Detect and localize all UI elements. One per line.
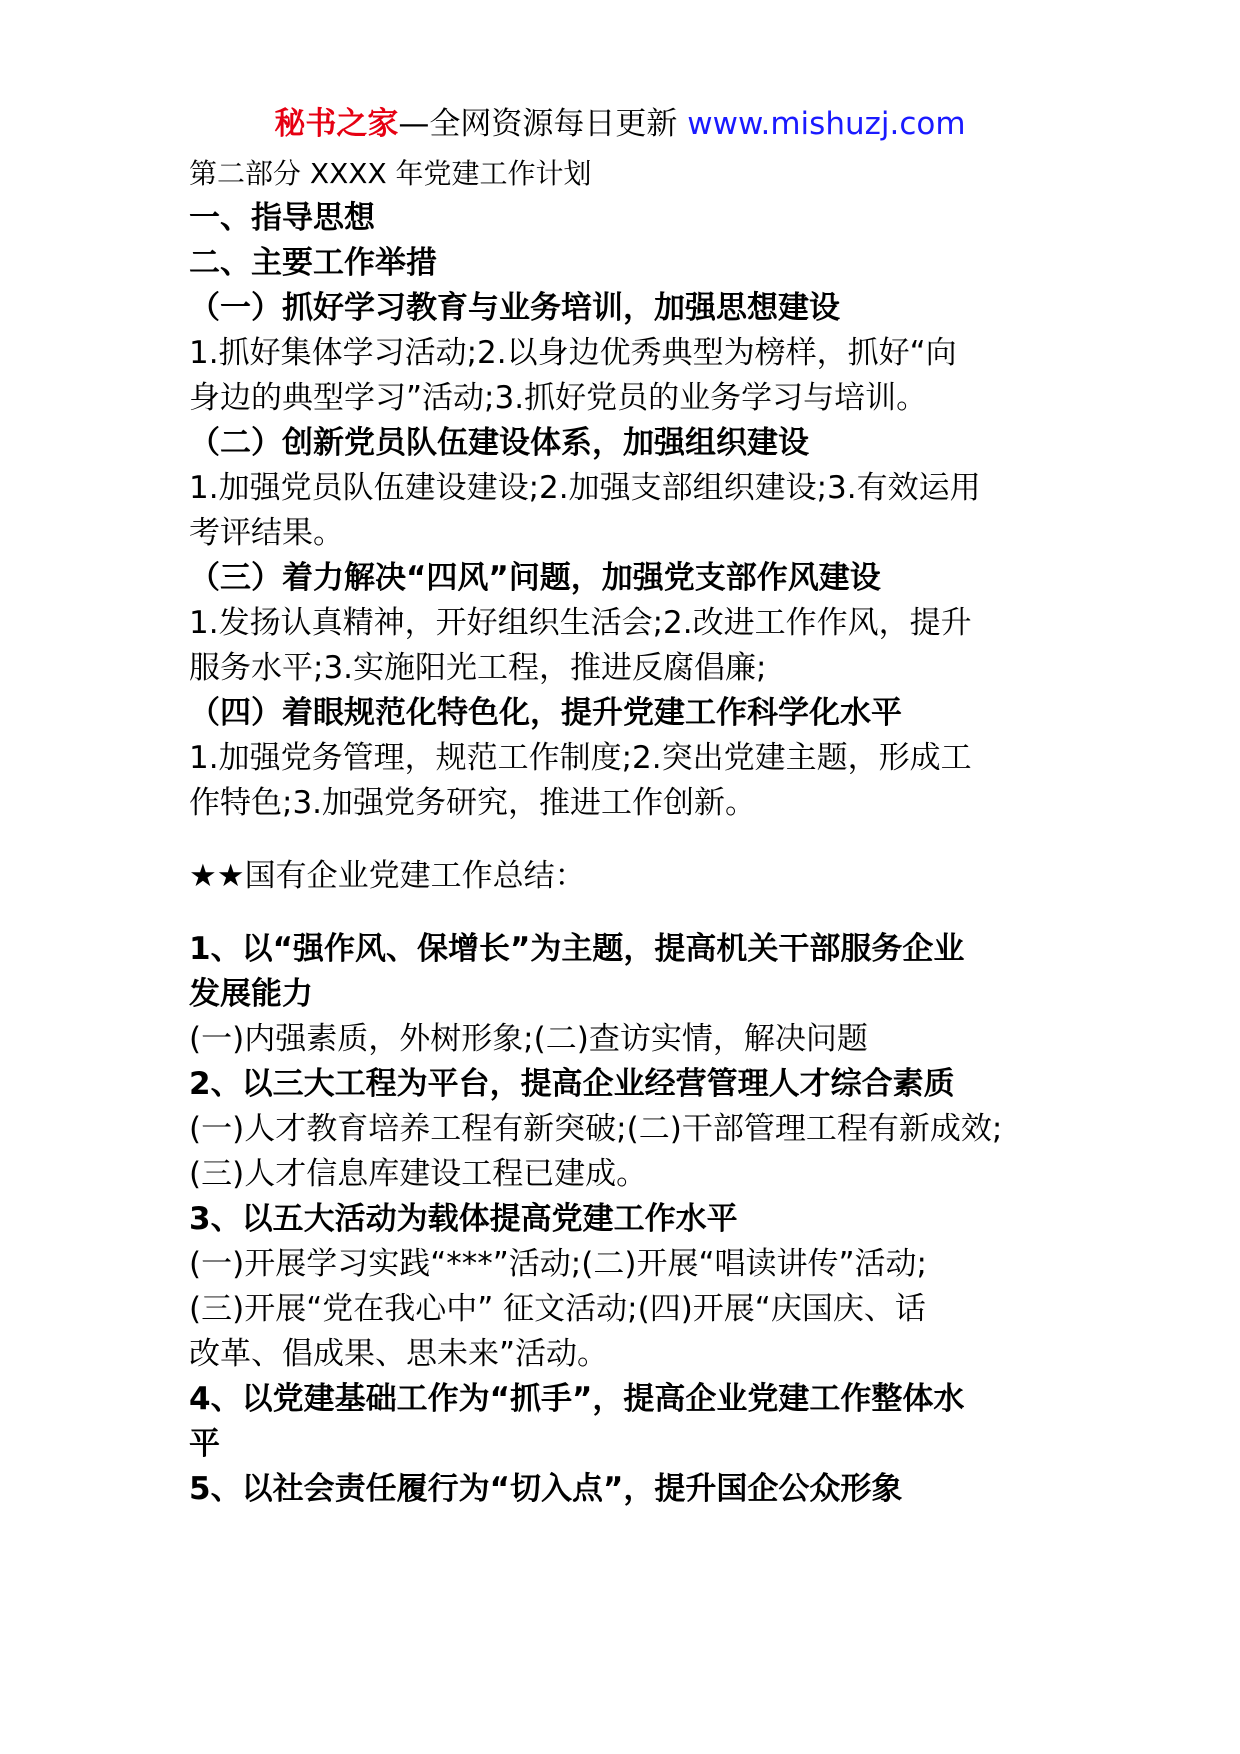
section-2-body-line: 考评结果。 [189,515,344,551]
summary-point-2-heading: 2、以三大工程为平台，提高企业经营管理人才综合素质 [189,1066,955,1102]
section-1-heading: （一）抓好学习教育与业务培训，加强思想建设 [189,290,840,326]
site-header [0,100,1240,148]
header-slogan: —全网资源每日更新 [398,106,688,142]
summary-point-3-heading: 3、以五大活动为载体提高党建工作水平 [189,1201,738,1237]
summary-point-4-heading: 平 [189,1426,220,1462]
section-2-heading: （二）创新党员队伍建设体系，加强组织建设 [189,425,809,461]
summary-point-3-body: (三)开展“党在我心中” 征文活动;(四)开展“庆国庆、话 [189,1291,926,1327]
summary-point-2-body: (三)人才信息库建设工程已建成。 [189,1156,648,1192]
spacer [189,899,1089,927]
site-url-link[interactable]: www.mishuzj.com [687,106,966,142]
section-4-heading: （四）着眼规范化特色化，提升党建工作科学化水平 [189,695,902,731]
summary-point-3-body: (一)开展学习实践“***”活动;(二)开展“唱读讲传”活动; [189,1246,928,1282]
summary-point-1-heading: 1、以“强作风、保增长”为主题，提高机关干部服务企业 [189,931,965,967]
section-2-body-line: 1.加强党员队伍建设建设;2.加强支部组织建设;3.有效运用 [189,470,981,506]
section-3-body-line: 1.发扬认真精神，开好组织生活会;2.改进工作作风，提升 [189,605,972,641]
section-1-body-line: 身边的典型学习”活动;3.抓好党员的业务学习与培训。 [189,380,928,416]
section-3-heading: （三）着力解决“四风”问题，加强党支部作风建设 [189,560,881,596]
document-body [189,151,1089,1512]
heading-guiding-ideology: 一、指导思想 [189,200,375,236]
section-1-body-line: 1.抓好集体学习活动;2.以身边优秀典型为榜样，抓好“向 [189,335,957,371]
heading-main-measures: 二、主要工作举措 [189,245,437,281]
summary-point-2-body: (一)人才教育培养工程有新突破;(二)干部管理工程有新成效; [189,1111,1003,1147]
summary-point-5-heading: 5、以社会责任履行为“切入点”，提升国企公众形象 [189,1471,903,1507]
summary-point-1-heading: 发展能力 [189,976,313,1012]
brand-name: 秘书之家 [274,106,399,142]
summary-point-4-heading: 4、以党建基础工作为“抓手”，提高企业党建工作整体水 [189,1381,965,1417]
section-4-body-line: 作特色;3.加强党务研究，推进工作创新。 [189,785,757,821]
summary-title: ★★国有企业党建工作总结： [189,858,586,894]
spacer [189,826,1089,854]
section-4-body-line: 1.加强党务管理，规范工作制度;2.突出党建主题，形成工 [189,740,972,776]
doc-title: 第二部分 XXXX 年党建工作计划 [189,157,592,190]
summary-point-1-body: (一)内强素质，外树形象;(二)查访实情，解决问题 [189,1021,868,1057]
section-3-body-line: 服务水平;3.实施阳光工程，推进反腐倡廉; [189,650,767,686]
summary-point-3-body: 改革、倡成果、思未来”活动。 [189,1336,609,1372]
